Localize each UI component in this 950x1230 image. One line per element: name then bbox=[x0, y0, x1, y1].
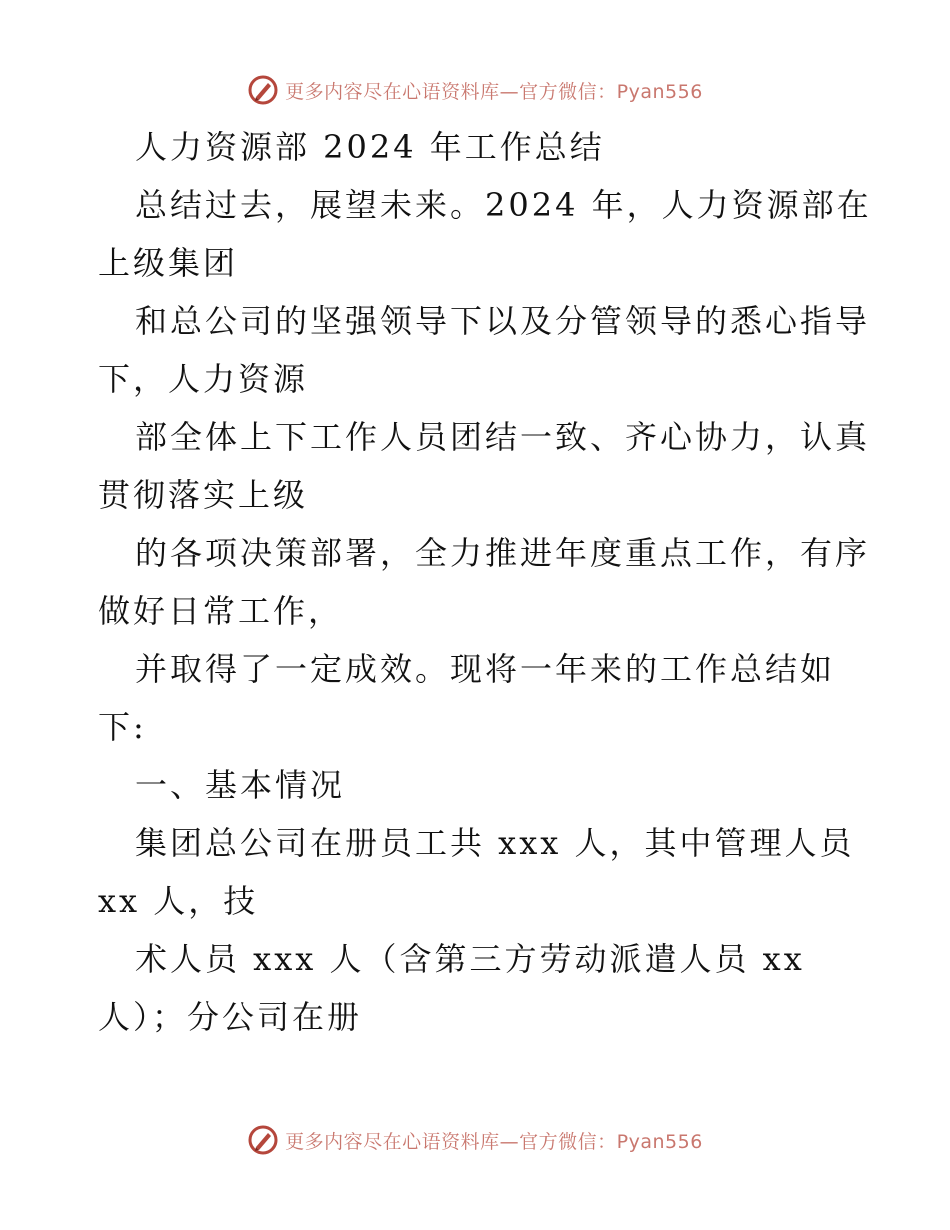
header-watermark bbox=[0, 70, 950, 110]
doc-line: 贯彻落实上级 bbox=[98, 476, 309, 514]
doc-line: 部全体上下工作人员团结一致、齐心协力，认真 bbox=[135, 418, 871, 456]
watermark-text bbox=[285, 77, 703, 104]
watermark-contact: Pyan556 bbox=[616, 80, 703, 103]
doc-title-line: 人力资源部 2024 年工作总结 bbox=[135, 128, 605, 166]
doc-line: 人）；分公司在册 bbox=[98, 998, 363, 1036]
doc-line: 下: bbox=[98, 708, 147, 746]
pen-logo-icon bbox=[247, 1124, 279, 1156]
document-body bbox=[98, 118, 872, 1046]
doc-line: 总结过去，展望未来。2024 年，人力资源部在 bbox=[135, 186, 872, 224]
footer-watermark bbox=[0, 1120, 950, 1160]
doc-line: 术人员 xxx 人（含第三方劳动派遣人员 xx bbox=[135, 940, 805, 978]
watermark-group bbox=[247, 1124, 703, 1156]
pen-logo-icon bbox=[247, 74, 279, 106]
doc-line: 下，人力资源 bbox=[98, 360, 309, 398]
section-heading: 一、基本情况 bbox=[135, 766, 346, 804]
doc-line: 上级集团 bbox=[98, 244, 239, 282]
watermark-slogan: 更多内容尽在心语资料库—官方微信： bbox=[285, 1130, 617, 1153]
doc-line: 的各项决策部署，全力推进年度重点工作，有序 bbox=[135, 534, 871, 572]
doc-line: xx 人，技 bbox=[98, 882, 259, 920]
watermark-contact: Pyan556 bbox=[616, 1130, 703, 1153]
doc-line: 并取得了一定成效。现将一年来的工作总结如 bbox=[135, 650, 836, 688]
doc-line: 集团总公司在册员工共 xxx 人，其中管理人员 bbox=[135, 824, 855, 862]
doc-line: 做好日常工作， bbox=[98, 592, 344, 630]
watermark-slogan: 更多内容尽在心语资料库—官方微信： bbox=[285, 80, 617, 103]
watermark-group bbox=[247, 74, 703, 106]
watermark-text bbox=[285, 1127, 703, 1154]
doc-line: 和总公司的坚强领导下以及分管领导的悉心指导 bbox=[135, 302, 871, 340]
